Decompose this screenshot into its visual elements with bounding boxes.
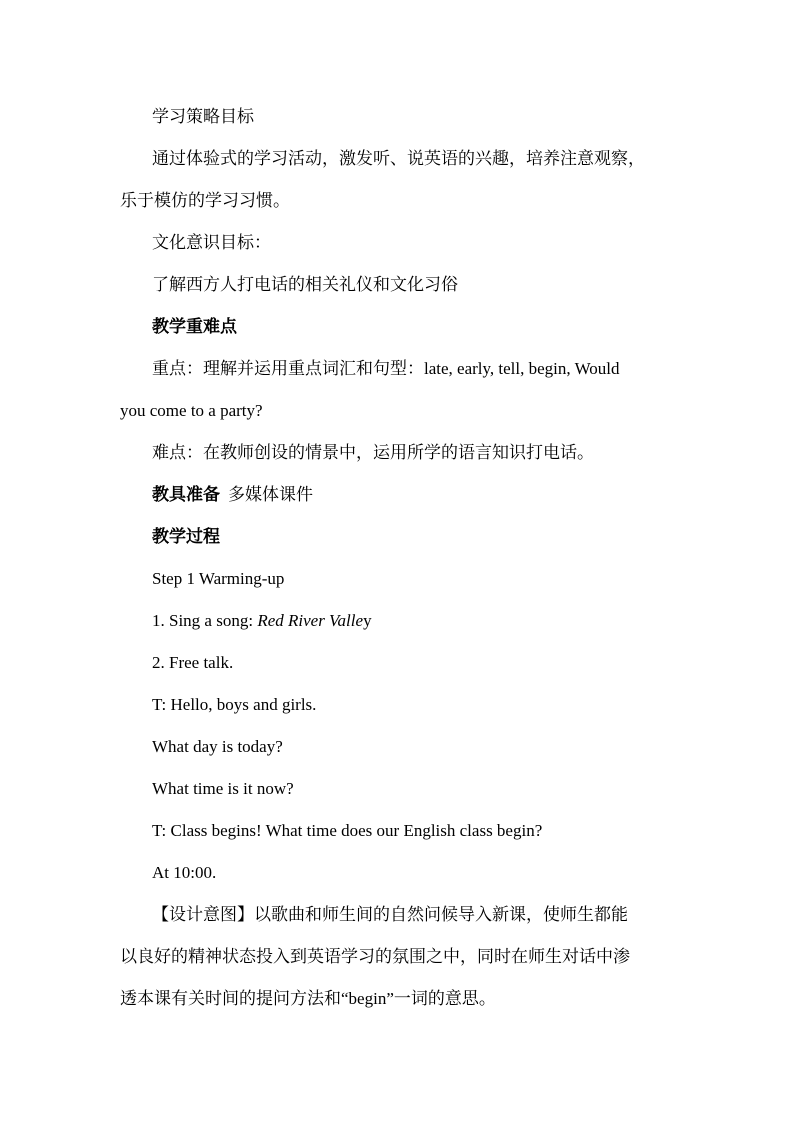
song-prefix: 1. Sing a song:: [152, 611, 258, 630]
step-heading: Step 1 Warming-up: [152, 569, 285, 588]
design-intent-line: 透本课有关时间的提问方法和“begin”一词的意思。: [120, 989, 496, 1008]
dialogue-line: What day is today?: [152, 737, 283, 756]
paragraph-line: 2. Free talk.: [152, 653, 234, 672]
design-intent-line: 【设计意图】以歌曲和师生间的自然问候导入新课，使师生都能: [152, 905, 628, 924]
teaching-aids-label: 教具准备: [152, 485, 220, 504]
song-line: [0, 609, 794, 633]
paragraph-line: 了解西方人打电话的相关礼仪和文化习俗: [152, 275, 458, 294]
heading-teaching-process: 教学过程: [152, 527, 220, 546]
dialogue-line: T: Class begins! What time does our English class begin?: [152, 821, 543, 840]
heading-key-difficult-points: 教学重难点: [152, 317, 237, 336]
teaching-aids-line: [0, 483, 794, 507]
heading-learning-strategy: 学习策略目标: [152, 107, 254, 126]
paragraph-line: you come to a party?: [120, 401, 263, 420]
heading-cultural-awareness: 文化意识目标：: [152, 233, 271, 252]
song-title: Red River Valle: [257, 611, 364, 630]
paragraph-line: 乐于模仿的学习习惯。: [120, 191, 290, 210]
paragraph-line: 重点：理解并运用重点词汇和句型：late, early, tell, begin, Would: [152, 359, 620, 378]
dialogue-line: At 10:00.: [152, 863, 217, 882]
design-intent-line: 以良好的精神状态投入到英语学习的氛围之中，同时在师生对话中渗: [120, 947, 630, 966]
paragraph-line: 难点：在教师创设的情景中，运用所学的语言知识打电话。: [152, 443, 594, 462]
paragraph-line: 通过体验式的学习活动，激发听、说英语的兴趣，培养注意观察，: [152, 149, 645, 168]
dialogue-line: T: Hello, boys and girls.: [152, 695, 317, 714]
dialogue-line: What time is it now?: [152, 779, 294, 798]
song-suffix: y: [363, 611, 372, 630]
teaching-aids-value: 多媒体课件: [228, 485, 313, 504]
